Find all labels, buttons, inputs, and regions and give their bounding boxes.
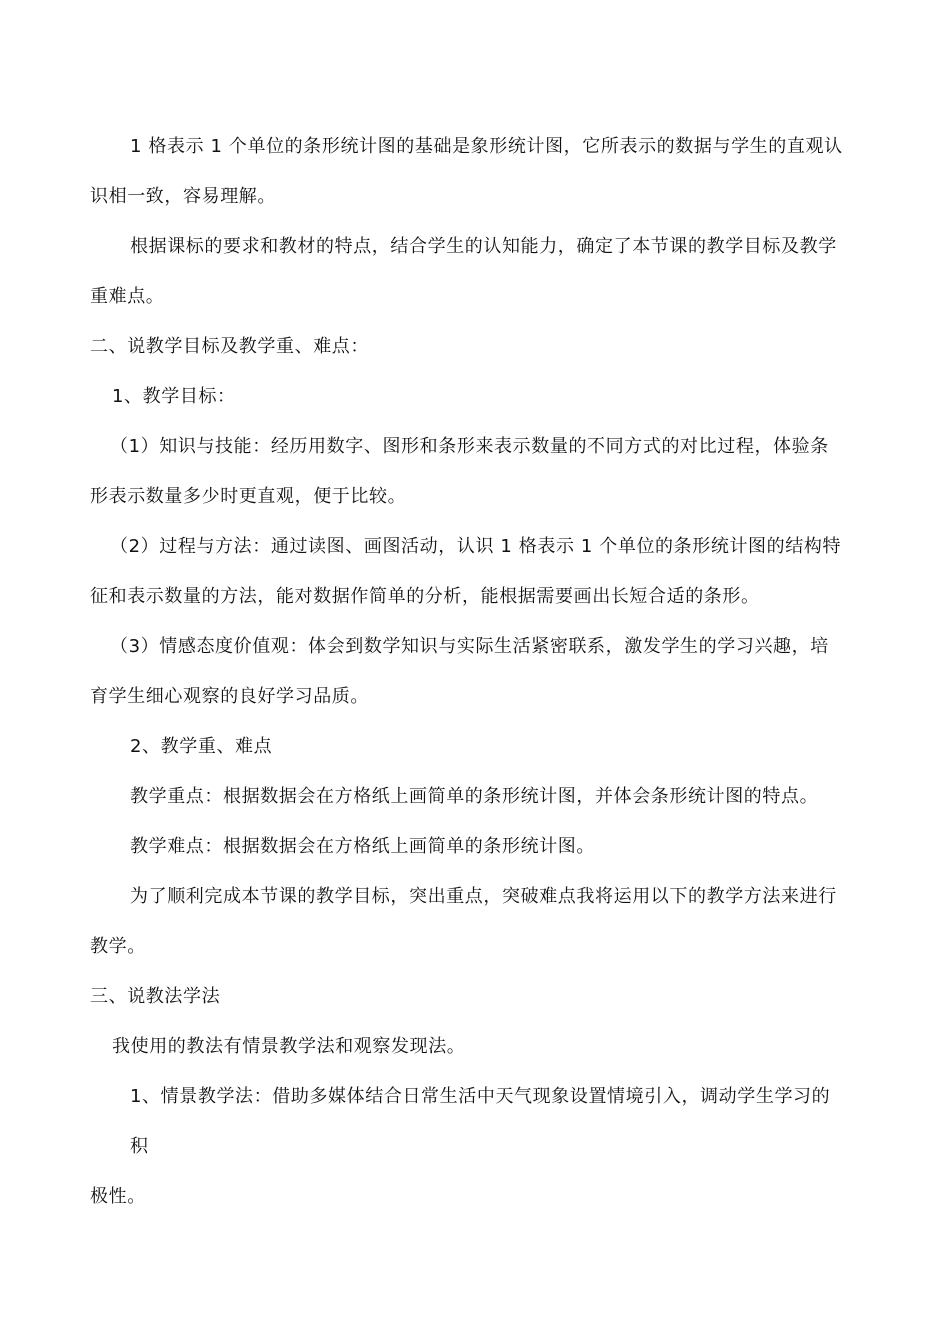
- paragraph-1-line-1: 1 格表示 1 个单位的条形统计图的基础是象形统计图，它所表示的数据与学生的直观认: [130, 136, 843, 157]
- scenario-method-line-3: 极性。: [90, 1186, 146, 1207]
- difficult-point-line: 教学难点：根据数据会在方格纸上画简单的条形统计图。: [130, 836, 595, 857]
- subheading-key-difficult-points: 2、教学重、难点: [130, 736, 273, 757]
- method-intro-line-1: 为了顺利完成本节课的教学目标，突出重点，突破难点我将运用以下的教学方法来进行: [130, 886, 837, 907]
- scenario-method-line-2: 积: [130, 1136, 149, 1157]
- goal-1-line-2: 形表示数量多少时更直观，便于比较。: [90, 486, 407, 507]
- paragraph-2-line-1: 根据课标的要求和教材的特点，结合学生的认知能力，确定了本节课的教学目标及教学: [130, 236, 837, 257]
- goal-3-line-1: （3）情感态度价值观：体会到数学知识与实际生活紧密联系，激发学生的学习兴趣，培: [110, 636, 829, 657]
- paragraph-2-line-2: 重难点。: [90, 286, 165, 307]
- goal-2-line-2: 征和表示数量的方法，能对数据作简单的分析，能根据需要画出长短合适的条形。: [90, 586, 760, 607]
- paragraph-1-line-2: 识相一致，容易理解。: [90, 186, 276, 207]
- scenario-method-line-1: 1、情景教学法：借助多媒体结合日常生活中天气现象设置情境引入，调动学生学习的: [130, 1086, 831, 1107]
- goal-1-line-1: （1）知识与技能：经历用数字、图形和条形来表示数量的不同方式的对比过程，体验条: [110, 436, 829, 457]
- method-intro-line-2: 教学。: [90, 936, 146, 957]
- methods-used-line: 我使用的教法有情景教学法和观察发现法。: [112, 1036, 466, 1057]
- key-point-line: 教学重点：根据数据会在方格纸上画简单的条形统计图，并体会条形统计图的特点。: [130, 786, 819, 807]
- goal-3-line-2: 育学生细心观察的良好学习品质。: [90, 686, 369, 707]
- section-heading-3: 三、说教法学法: [90, 986, 221, 1007]
- subheading-teaching-goals: 1、教学目标：: [112, 386, 236, 407]
- section-heading-2: 二、说教学目标及教学重、难点：: [90, 336, 369, 357]
- goal-2-line-1: （2）过程与方法：通过读图、画图活动，认识 1 格表示 1 个单位的条形统计图的结构特: [110, 536, 842, 557]
